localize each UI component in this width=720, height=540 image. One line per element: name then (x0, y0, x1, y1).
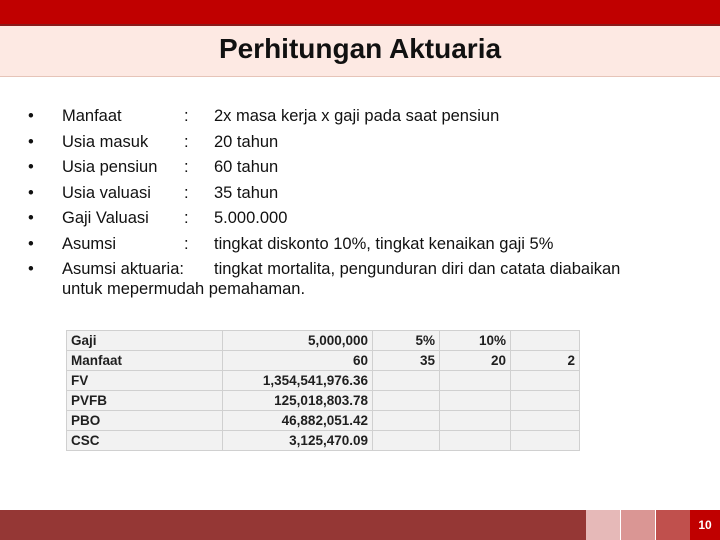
table-cell: 2 (511, 351, 580, 371)
bullet-item (28, 155, 708, 181)
footer-block (586, 510, 620, 540)
table-cell (440, 431, 511, 451)
bullet-item (28, 130, 708, 156)
table-cell (440, 371, 511, 391)
bullet-dot: • (28, 260, 34, 278)
footer-block (621, 510, 655, 540)
table-row (67, 411, 580, 431)
bullet-dot: • (28, 234, 34, 253)
bullet-item (28, 232, 708, 258)
bullet-dot: • (28, 132, 34, 151)
page-number: 10 (690, 510, 720, 540)
bullet-label: Usia pensiun (62, 158, 158, 176)
bullet-label: Asumsi (62, 234, 117, 253)
bullet-colon: : (184, 158, 189, 176)
bullet-value: tingkat mortalita, pengunduran diri dan catata diabaikan (214, 260, 621, 278)
bullet-label: Manfaat (62, 107, 122, 125)
actuarial-table (66, 330, 580, 451)
bullet-colon: : (184, 209, 189, 227)
bullet-colon: : (184, 132, 189, 151)
table-cell (511, 371, 580, 391)
bullet-value: 20 tahun (214, 132, 279, 151)
table-cell: 125,018,803.78 (223, 391, 373, 411)
table-cell (511, 411, 580, 431)
bullet-label: Usia valuasi (62, 183, 151, 202)
table-cell: 1,354,541,976.36 (223, 371, 373, 391)
table-cell: 5,000,000 (223, 331, 373, 351)
table-cell (373, 411, 440, 431)
bullet-dot: • (28, 158, 34, 176)
table-cell: 10% (440, 331, 511, 351)
bullet-colon: : (184, 107, 189, 125)
bullet-label: Usia masuk (62, 132, 149, 151)
bullet-item (28, 206, 708, 232)
footer-band (0, 510, 720, 540)
table-cell: FV (67, 371, 223, 391)
bullet-label: Asumsi aktuaria: (62, 260, 184, 278)
bullet-colon: : (184, 183, 189, 202)
table-cell (373, 431, 440, 451)
slide-title: Perhitungan Aktuaria (218, 33, 502, 64)
table-cell (511, 331, 580, 351)
bullet-colon: : (184, 234, 189, 253)
footer-block (656, 510, 690, 540)
bullet-value: 35 tahun (214, 183, 279, 202)
table-row (67, 391, 580, 411)
table-row (67, 331, 580, 351)
table-row (67, 371, 580, 391)
bullet-value: tingkat diskonto 10%, tingkat kenaikan gaji 5% (214, 234, 554, 253)
table-cell (440, 391, 511, 411)
bullet-item (28, 104, 708, 130)
table-cell: 20 (440, 351, 511, 371)
bullet-dot: • (28, 209, 34, 227)
table-cell: Manfaat (67, 351, 223, 371)
top-accent-band (0, 0, 720, 26)
table-cell: PBO (67, 411, 223, 431)
table-cell (373, 371, 440, 391)
table-cell: Gaji (67, 331, 223, 351)
bullet-continuation: untuk mepermudah pemahaman. (62, 279, 306, 298)
table-cell: 60 (223, 351, 373, 371)
footer-main-bar (0, 510, 586, 540)
table-cell (440, 411, 511, 431)
bullet-dot: • (28, 107, 34, 125)
bullet-value: 60 tahun (214, 158, 279, 176)
table-cell: 3,125,470.09 (223, 431, 373, 451)
table-cell: 5% (373, 331, 440, 351)
table-cell: CSC (67, 431, 223, 451)
table-row (67, 431, 580, 451)
bullet-value: 5.000.000 (214, 209, 288, 227)
bullet-dot: • (28, 183, 34, 202)
table-cell (373, 391, 440, 411)
table-cell (511, 431, 580, 451)
bullet-item (28, 181, 708, 207)
table-cell: PVFB (67, 391, 223, 411)
bullet-label: Gaji Valuasi (62, 209, 149, 227)
table-cell: 46,882,051.42 (223, 411, 373, 431)
bullet-value: 2x masa kerja x gaji pada saat pensiun (214, 107, 500, 125)
table-cell (511, 391, 580, 411)
table-row (67, 351, 580, 371)
bullet-list (28, 104, 708, 302)
table-cell: 35 (373, 351, 440, 371)
